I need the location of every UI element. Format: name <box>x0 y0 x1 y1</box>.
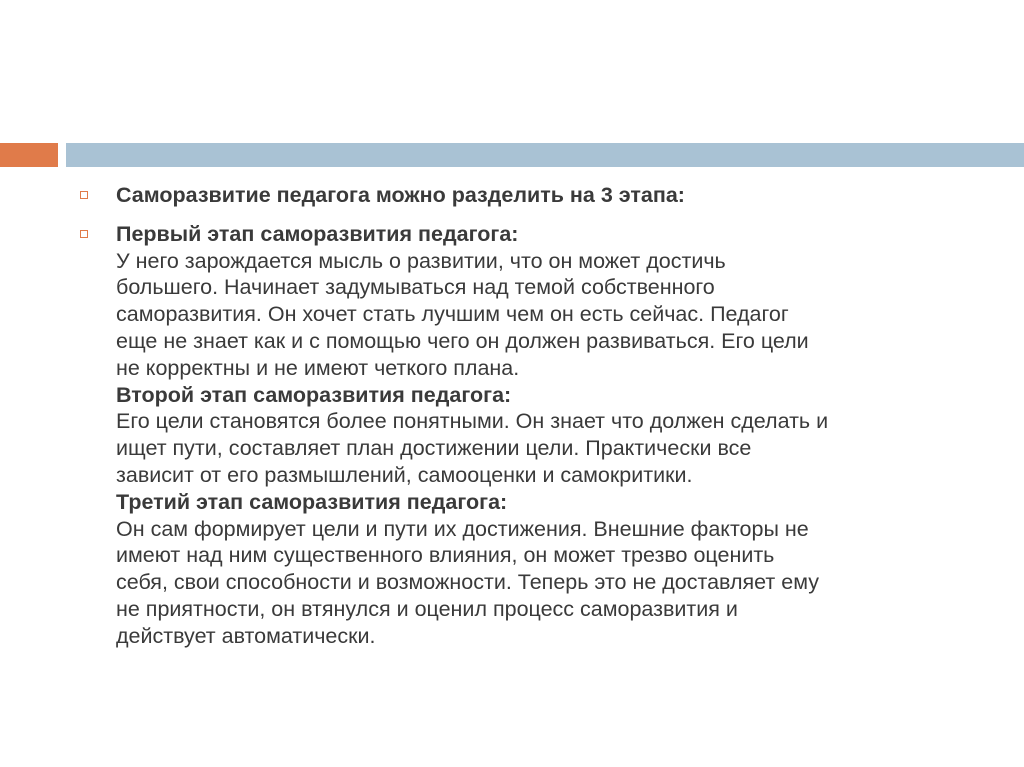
square-bullet-icon <box>80 191 88 199</box>
stage2-line: зависит от его размышлений, самооценки и самокритики. <box>116 462 693 487</box>
stage1-line: еще не знает как и с помощью чего он должен развиваться. Его цели <box>116 328 809 353</box>
header-accent-bar <box>0 143 58 167</box>
stage2-heading: Второй этап саморазвития педагога: <box>116 382 512 407</box>
stage1-line: саморазвития. Он хочет стать лучшим чем он есть сейчас. Педагог <box>116 302 789 327</box>
stage3-line: не приятности, он втянулся и оценил процесс саморазвития и <box>116 596 738 621</box>
stage1-line: У него зарождается мысль о развитии, что он может достичь <box>116 248 726 273</box>
bullet-item-stages <box>80 221 990 650</box>
stage3-line: действует автоматически. <box>116 623 376 648</box>
slide-content <box>80 182 990 662</box>
stage2-line: ищет пути, составляет план достижении цели. Практически все <box>116 436 752 461</box>
stage1-line: не корректны и не имеют четкого плана. <box>116 355 520 380</box>
stage1-line: большего. Начинает задумываться над темой собственного <box>116 275 715 300</box>
stage1-heading: Первый этап саморазвития педагога: <box>116 221 519 246</box>
header-bar <box>66 143 1024 167</box>
stage3-line: имеют над ним существенного влияния, он может трезво оценить <box>116 543 775 568</box>
stage2-line: Его цели становятся более понятными. Он знает что должен сделать и <box>116 409 829 434</box>
stage3-line: себя, свои способности и возможности. Теперь это не доставляет ему <box>116 570 819 595</box>
intro-heading: Саморазвитие педагога можно разделить на 3 этапа: <box>116 183 685 207</box>
square-bullet-icon <box>80 230 88 238</box>
stage3-line: Он сам формирует цели и пути их достижения. Внешние факторы не <box>116 516 809 541</box>
stage3-heading: Третий этап саморазвития педагога: <box>116 489 508 514</box>
bullet-item-intro <box>80 182 990 209</box>
